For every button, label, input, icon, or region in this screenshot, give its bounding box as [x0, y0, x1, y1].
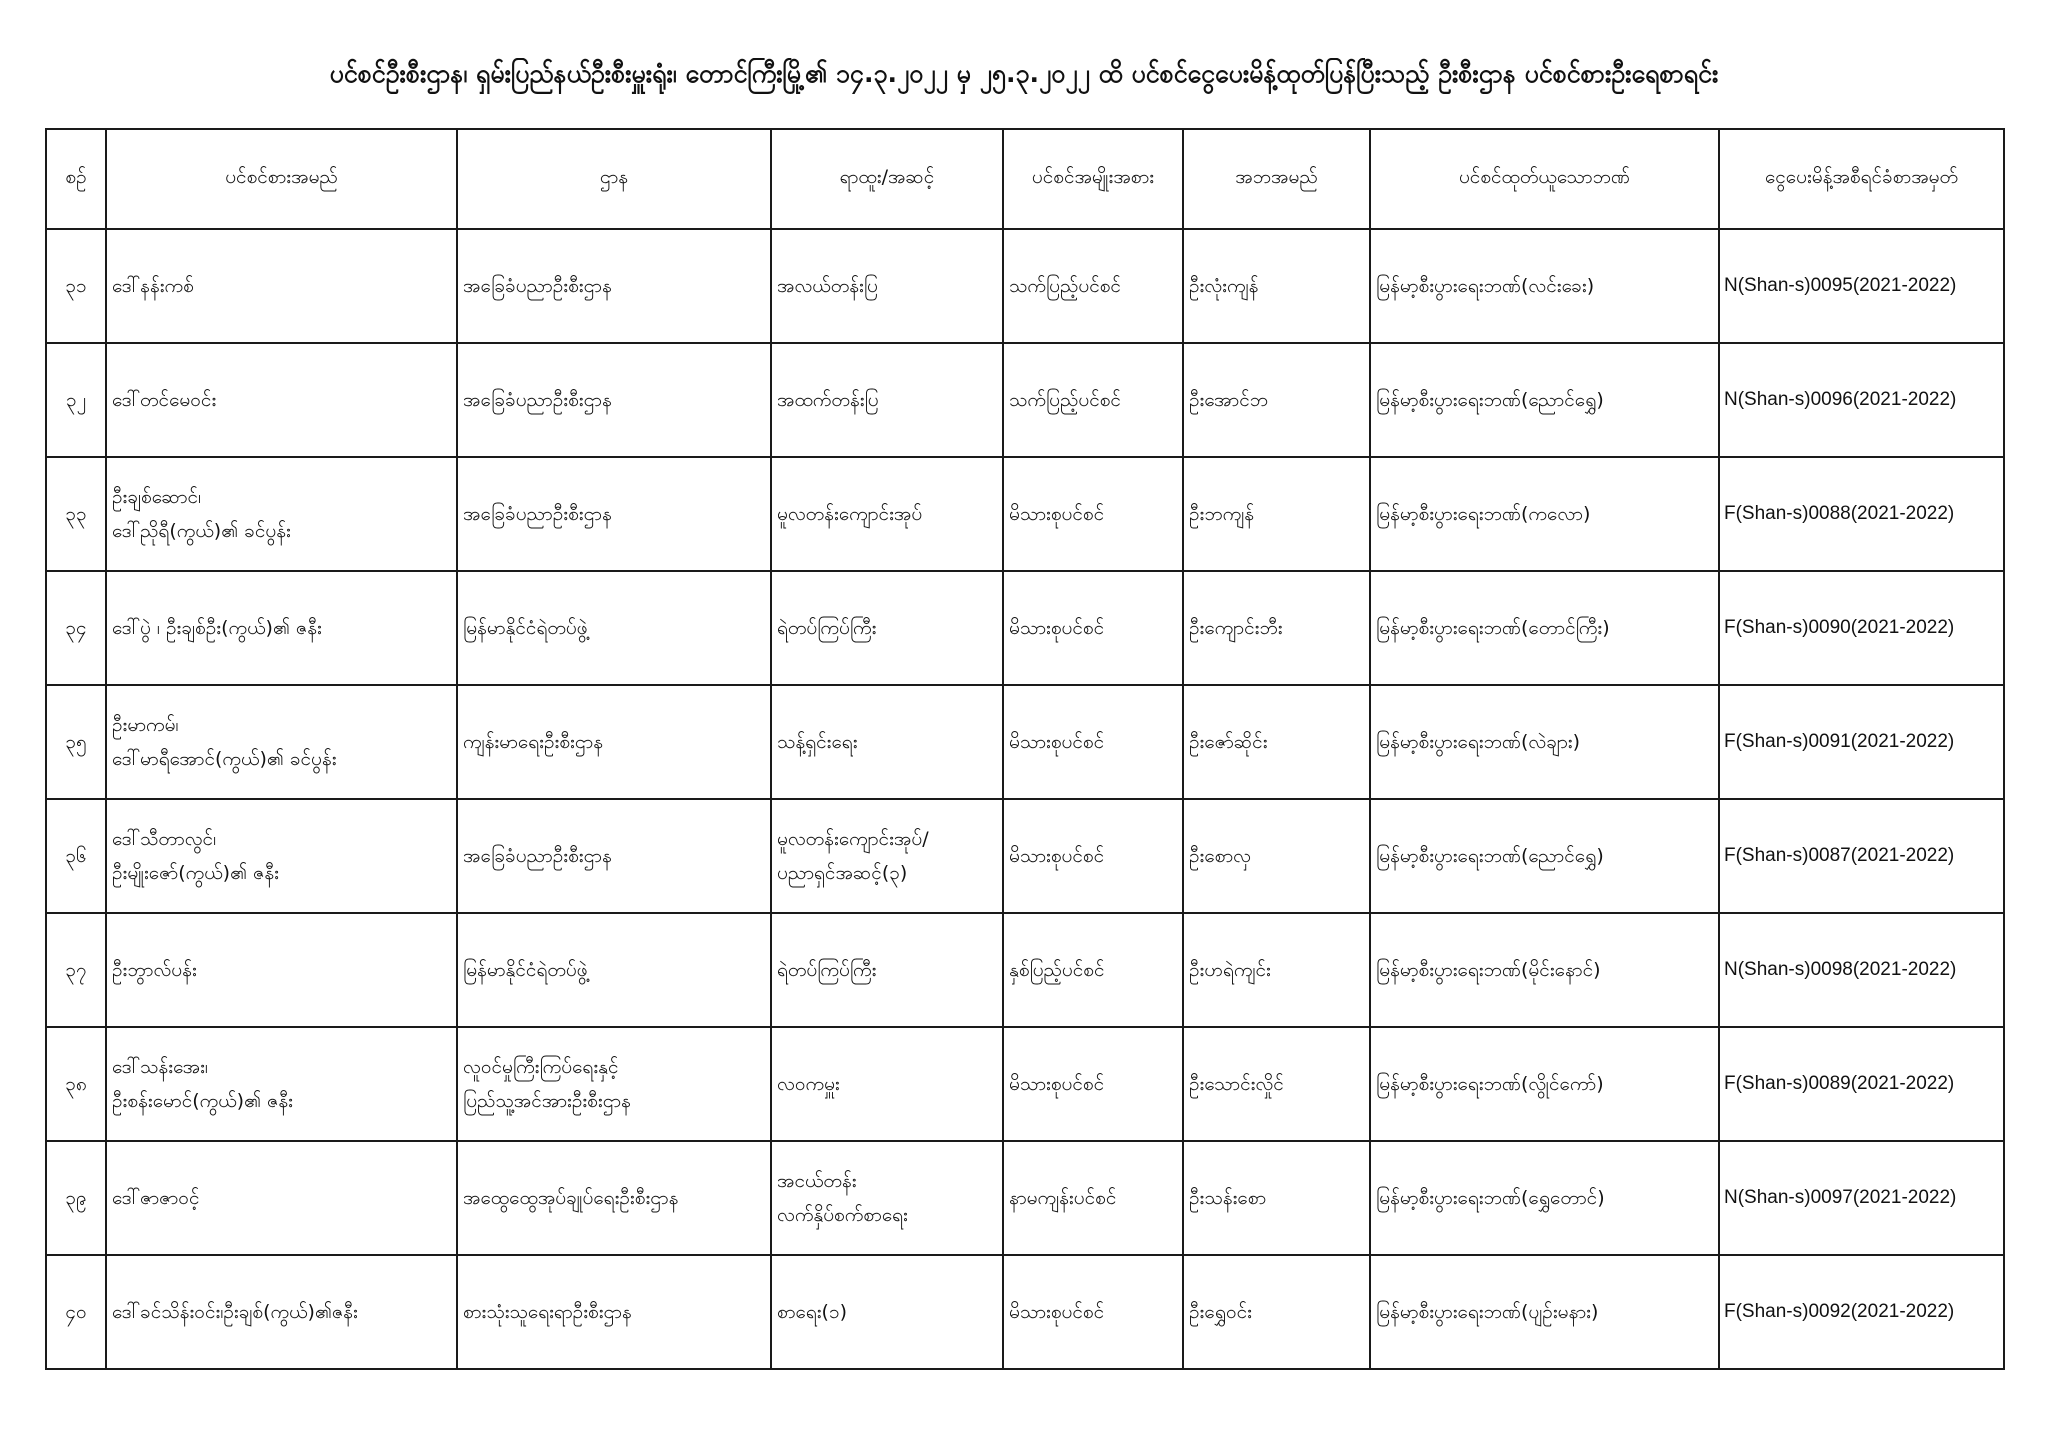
cell-pensioner-name	[106, 457, 457, 571]
cell-position-line: အငယ်တန်း	[777, 1170, 857, 1192]
cell-position-line: အထက်တန်းပြ	[777, 389, 879, 411]
cell-department	[457, 799, 771, 913]
cell-report-number: N(Shan-s)0095(2021-2022)	[1719, 229, 2004, 343]
cell-department-line: လူဝင်မှုကြီးကြပ်ရေးနှင့်	[463, 1056, 619, 1078]
cell-bank: မြန်မာ့စီးပွားရေးဘဏ်(လွိုင်ကော်)	[1370, 1027, 1719, 1141]
cell-father-name: ဦးဇော်ဆိုင်း	[1183, 685, 1370, 799]
cell-bank: မြန်မာ့စီးပွားရေးဘဏ်(ညောင်ရွှေ)	[1370, 799, 1719, 913]
cell-position	[771, 229, 1003, 343]
cell-pensioner-name	[106, 229, 457, 343]
cell-pensioner-name-line: ဦးမျိုးဇော်(ကွယ်)၏ ဇနီး	[112, 862, 279, 884]
cell-report-number: N(Shan-s)0096(2021-2022)	[1719, 343, 2004, 457]
cell-position-line: ရဲတပ်ကြပ်ကြီး	[777, 959, 877, 981]
cell-serial: ၃၉	[46, 1141, 106, 1255]
cell-report-number: F(Shan-s)0088(2021-2022)	[1719, 457, 2004, 571]
cell-pensioner-name-line: ဒေါ်ခင်သိန်းဝင်း၊ဦးချစ်(ကွယ်)၏ဇနီး	[112, 1301, 358, 1323]
cell-report-number: F(Shan-s)0091(2021-2022)	[1719, 685, 2004, 799]
cell-serial: ၃၈	[46, 1027, 106, 1141]
cell-bank: မြန်မာ့စီးပွားရေးဘဏ်(လဲချား)	[1370, 685, 1719, 799]
cell-pension-type: မိသားစုပင်စင်	[1003, 1255, 1183, 1369]
cell-report-number: F(Shan-s)0089(2021-2022)	[1719, 1027, 2004, 1141]
table-row	[46, 571, 2004, 685]
cell-position	[771, 1027, 1003, 1141]
cell-department	[457, 1255, 771, 1369]
cell-pensioner-name	[106, 1255, 457, 1369]
cell-position-line: လဝကမှူး	[777, 1073, 840, 1095]
cell-department	[457, 913, 771, 1027]
cell-pension-type: မိသားစုပင်စင်	[1003, 1027, 1183, 1141]
cell-department-line: အထွေထွေအုပ်ချုပ်ရေးဦးစီးဌာန	[463, 1187, 679, 1209]
pension-records-table	[45, 128, 2005, 1370]
cell-department-line: အခြေခံပညာဦးစီးဌာန	[463, 845, 612, 867]
cell-pensioner-name-line: ဒေါ်သီတာလွင်၊	[112, 828, 217, 850]
cell-bank: မြန်မာ့စီးပွားရေးဘဏ်(ကလော)	[1370, 457, 1719, 571]
cell-report-number: F(Shan-s)0087(2021-2022)	[1719, 799, 2004, 913]
cell-department-line: အခြေခံပညာဦးစီးဌာန	[463, 275, 612, 297]
cell-position	[771, 1141, 1003, 1255]
col-header-pensioner-name: ပင်စင်စားအမည်	[106, 129, 457, 229]
cell-position	[771, 457, 1003, 571]
table-body	[46, 229, 2004, 1369]
cell-department-line: မြန်မာနိုင်ငံရဲတပ်ဖွဲ့	[463, 959, 588, 981]
cell-father-name: ဦးသောင်းလှိုင်	[1183, 1027, 1370, 1141]
col-header-position: ရာထူး/အဆင့်	[771, 129, 1003, 229]
cell-department	[457, 343, 771, 457]
cell-position	[771, 799, 1003, 913]
cell-department	[457, 1141, 771, 1255]
cell-report-number: N(Shan-s)0097(2021-2022)	[1719, 1141, 2004, 1255]
page-title: ပင်စင်ဦးစီးဌာန၊ ရှမ်းပြည်နယ်ဦးစီးမှူးရုံး၊ တောင်ကြီးမြို့၏ ၁၄.၃.၂၀၂၂ မှ ၂၅.၃.၂၀၂၂ ထိ ပင်စင်ငွေပေးမိန့်ထုတ်ပြန်ပြီးသည့် ဦးစီးဌာန ပင်စင်စားဦးရေစာရင်း	[329, 59, 1719, 88]
table-row	[46, 1141, 2004, 1255]
cell-pensioner-name-line: ဦးစန်းမောင်(ကွယ်)၏ ဇနီး	[112, 1090, 294, 1112]
cell-position	[771, 913, 1003, 1027]
cell-department-line: မြန်မာနိုင်ငံရဲတပ်ဖွဲ့	[463, 617, 588, 639]
cell-father-name: ဦးအောင်ဘ	[1183, 343, 1370, 457]
cell-pension-type: သက်ပြည့်ပင်စင်	[1003, 343, 1183, 457]
cell-pensioner-name-line: ဒေါ်ညိုရီ(ကွယ်)၏ ခင်ပွန်း	[112, 520, 291, 542]
table-row	[46, 799, 2004, 913]
header-row	[46, 129, 2004, 229]
cell-position	[771, 571, 1003, 685]
cell-pension-type: မိသားစုပင်စင်	[1003, 685, 1183, 799]
table-row	[46, 685, 2004, 799]
cell-father-name: ဦးဘကျန်	[1183, 457, 1370, 571]
col-header-serial: စဉ်	[46, 129, 106, 229]
cell-pension-type: နာမကျန်းပင်စင်	[1003, 1141, 1183, 1255]
cell-pensioner-name	[106, 571, 457, 685]
cell-pensioner-name-line: ဦးဘွာလ်ပန်း	[112, 959, 197, 981]
cell-position-line: အလယ်တန်းပြ	[777, 275, 878, 297]
cell-position-line: သန့်ရှင်းရေး	[777, 731, 858, 753]
table-row	[46, 343, 2004, 457]
cell-father-name: ဦးစောလှ	[1183, 799, 1370, 913]
cell-pensioner-name-line: ဦးမာကမ်၊	[112, 714, 179, 736]
cell-department-line: စားသုံးသူရေးရာဦးစီးဌာန	[463, 1301, 632, 1323]
cell-pensioner-name-line: ဒေါ်ဇာဇာဝင့်	[112, 1187, 200, 1209]
cell-father-name: ဦးကျောင်းဘီး	[1183, 571, 1370, 685]
cell-department	[457, 1027, 771, 1141]
col-header-report-number: ငွေပေးမိန့်အစီရင်ခံစာအမှတ်	[1719, 129, 2004, 229]
cell-father-name: ဦးဟရဲကျင်း	[1183, 913, 1370, 1027]
cell-department	[457, 457, 771, 571]
cell-pension-type: နှစ်ပြည့်ပင်စင်	[1003, 913, 1183, 1027]
cell-bank: မြန်မာ့စီးပွားရေးဘဏ်(မိုင်းနောင်)	[1370, 913, 1719, 1027]
table-row	[46, 229, 2004, 343]
cell-serial: ၃၄	[46, 571, 106, 685]
cell-father-name: ဦးရွှေဝင်း	[1183, 1255, 1370, 1369]
cell-position-line: ရဲတပ်ကြပ်ကြီး	[777, 617, 877, 639]
cell-pensioner-name	[106, 799, 457, 913]
cell-position-line: မူလတန်းကျောင်းအုပ်	[777, 503, 923, 525]
cell-serial: ၃၇	[46, 913, 106, 1027]
cell-bank: မြန်မာ့စီးပွားရေးဘဏ်(ညောင်ရွှေ)	[1370, 343, 1719, 457]
cell-department	[457, 229, 771, 343]
cell-pensioner-name-line: ဒေါ်သန်းအေး၊	[112, 1056, 208, 1078]
cell-father-name: ဦးသန်းစော	[1183, 1141, 1370, 1255]
cell-pensioner-name	[106, 685, 457, 799]
cell-report-number: F(Shan-s)0092(2021-2022)	[1719, 1255, 2004, 1369]
table-row	[46, 913, 2004, 1027]
cell-serial: ၃၅	[46, 685, 106, 799]
cell-report-number: F(Shan-s)0090(2021-2022)	[1719, 571, 2004, 685]
table-row	[46, 457, 2004, 571]
cell-serial: ၄၀	[46, 1255, 106, 1369]
cell-position-line: ပညာရှင်အဆင့်(၃)	[777, 862, 908, 884]
cell-position	[771, 1255, 1003, 1369]
cell-pension-type: မိသားစုပင်စင်	[1003, 799, 1183, 913]
cell-pensioner-name-line: ဦးချစ်ဆောင်၊	[112, 486, 202, 508]
cell-pension-type: မိသားစုပင်စင်	[1003, 571, 1183, 685]
cell-bank: မြန်မာ့စီးပွားရေးဘဏ်(လင်းခေး)	[1370, 229, 1719, 343]
cell-serial: ၃၁	[46, 229, 106, 343]
cell-bank: မြန်မာ့စီးပွားရေးဘဏ်(တောင်ကြီး)	[1370, 571, 1719, 685]
cell-pensioner-name-line: ဒေါ်နန်းကစ်	[112, 275, 194, 297]
cell-father-name: ဦးလုံးကျန်	[1183, 229, 1370, 343]
cell-report-number: N(Shan-s)0098(2021-2022)	[1719, 913, 2004, 1027]
cell-department-line: ပြည်သူ့အင်အားဦးစီးဌာန	[463, 1090, 631, 1112]
cell-department-line: အခြေခံပညာဦးစီးဌာန	[463, 503, 612, 525]
cell-pension-type: သက်ပြည့်ပင်စင်	[1003, 229, 1183, 343]
cell-department	[457, 571, 771, 685]
col-header-pension-type: ပင်စင်အမျိုးအစား	[1003, 129, 1183, 229]
cell-pensioner-name-line: ဒေါ်မာရီအောင်(ကွယ်)၏ ခင်ပွန်း	[112, 748, 337, 770]
cell-position-line: မူလတန်းကျောင်းအုပ်/	[777, 828, 929, 850]
cell-pension-type: မိသားစုပင်စင်	[1003, 457, 1183, 571]
table-row	[46, 1255, 2004, 1369]
cell-pensioner-name-line: ဒေါ်ပွဲ ၊ ဦးချစ်ဦး(ကွယ်)၏ ဇနီး	[112, 617, 322, 639]
cell-pensioner-name	[106, 913, 457, 1027]
table-row	[46, 1027, 2004, 1141]
cell-position	[771, 343, 1003, 457]
cell-position	[771, 685, 1003, 799]
cell-serial: ၃၂	[46, 343, 106, 457]
cell-bank: မြန်မာ့စီးပွားရေးဘဏ်(ပျဉ်းမနား)	[1370, 1255, 1719, 1369]
col-header-father-name: အဘအမည်	[1183, 129, 1370, 229]
col-header-bank: ပင်စင်ထုတ်ယူသောဘဏ်	[1370, 129, 1719, 229]
cell-pensioner-name	[106, 1141, 457, 1255]
cell-position-line: လက်နှိပ်စက်စာရေး	[777, 1204, 908, 1226]
cell-position-line: စာရေး(၁)	[777, 1301, 848, 1323]
col-header-department: ဌာန	[457, 129, 771, 229]
cell-pensioner-name	[106, 343, 457, 457]
cell-department	[457, 685, 771, 799]
cell-serial: ၃၆	[46, 799, 106, 913]
cell-department-line: အခြေခံပညာဦးစီးဌာန	[463, 389, 612, 411]
cell-bank: မြန်မာ့စီးပွားရေးဘဏ်(ရွှေတောင်)	[1370, 1141, 1719, 1255]
cell-pensioner-name	[106, 1027, 457, 1141]
cell-department-line: ကျန်းမာရေးဦးစီးဌာန	[463, 731, 604, 753]
cell-pensioner-name-line: ဒေါ်တင်မေဝင်း	[112, 389, 217, 411]
cell-serial: ၃၃	[46, 457, 106, 571]
